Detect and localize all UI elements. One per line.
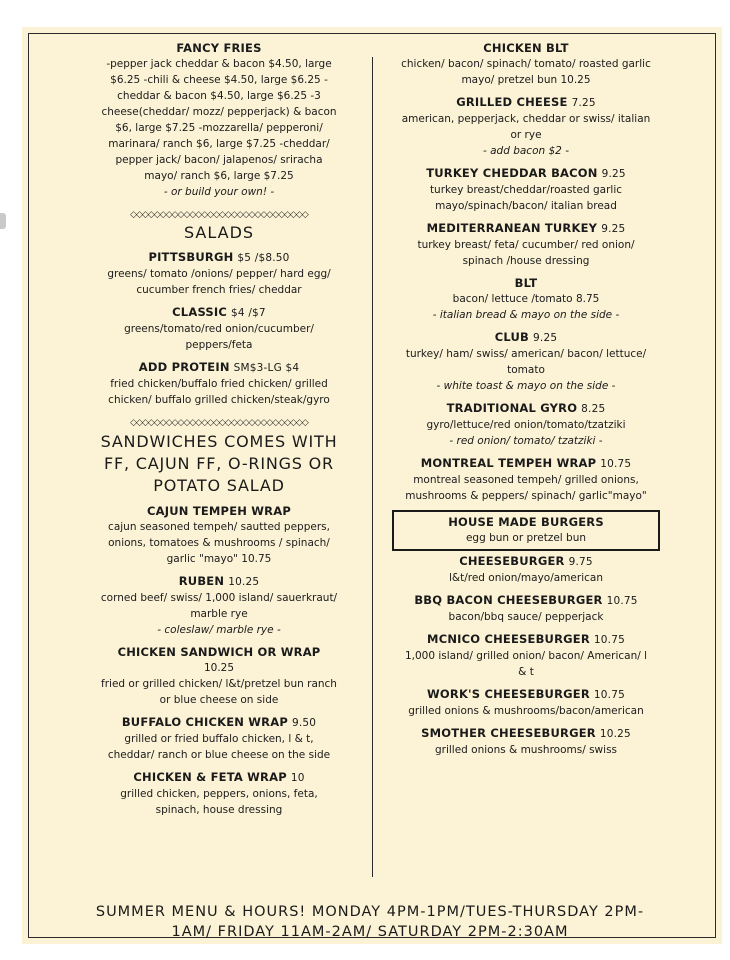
add-protein-name: ADD PROTEIN [138, 360, 230, 374]
menu-item-name [400, 455, 652, 472]
buffalo-wrap-desc: grilled or fried buffalo chicken, l & t, cheddar/ ranch or blue cheese on the side [107, 733, 331, 761]
diamond-divider: ◇◇◇◇◇◇◇◇◇◇◇◇◇◇◇◇◇◇◇◇◇◇◇◇◇◇◇◇◇◇ [130, 418, 308, 428]
buffalo-wrap-name: BUFFALO CHICKEN WRAP [121, 715, 288, 729]
column-divider [372, 57, 373, 877]
feta-wrap-name: CHICKEN & FETA WRAP [133, 770, 287, 784]
menu-item-name [400, 94, 652, 111]
fancy-fries-title: FANCY FRIES [176, 41, 262, 55]
diamond-divider: ◇◇◇◇◇◇◇◇◇◇◇◇◇◇◇◇◇◇◇◇◇◇◇◇◇◇◇◇◇◇ [130, 210, 308, 220]
ruben-desc: corned beef/ swiss/ 1,000 island/ sauerkraut/ marble rye [100, 592, 338, 620]
pittsburgh-price: $5 /$8.50 [237, 252, 290, 264]
smother-price: 10.25 [599, 728, 631, 740]
mediterranean-price: 9.25 [601, 223, 626, 235]
burgers-title: HOUSE MADE BURGERS [448, 515, 604, 529]
bbq-bacon-name: BBQ BACON CHEESEBURGER [414, 593, 603, 607]
hours-footer: SUMMER MENU & HOURS! MONDAY 4PM-1PM/TUES-THURSDAY 2PM-1AM/ FRIDAY 11AM-2AM/ SATURDAY 2PM-2:30AM [95, 904, 645, 940]
salads-title: SALADS [183, 223, 255, 242]
gyro-name: TRADITIONAL GYRO [446, 401, 578, 415]
gyro-note: - red onion/ tomato/ tzatziki - [449, 435, 603, 447]
classic-name: CLASSIC [172, 305, 228, 319]
menu-item-name [400, 220, 652, 237]
mediterranean-desc: turkey breast/ feta/ cucumber/ red onion/ spinach /house dressing [417, 239, 635, 267]
classic-desc: greens/tomato/red onion/cucumber/ peppers/feta [124, 323, 314, 351]
mcnico-desc: 1,000 island/ grilled onion/ bacon/ American/ l & t [404, 650, 648, 678]
menu-item-name [400, 725, 652, 742]
bbq-bacon-desc: bacon/bbq sauce/ pepperjack [448, 611, 604, 623]
menu-item-name [400, 592, 652, 609]
cheeseburger-name: CHEESEBURGER [459, 554, 565, 568]
blt-note: - italian bread & mayo on the side - [432, 309, 620, 321]
add-protein-desc: fried chicken/buffalo fried chicken/ grilled chicken/ buffalo grilled chicken/steak/gyro [108, 378, 330, 406]
turkey-cheddar-name: TURKEY CHEDDAR BACON [426, 166, 598, 180]
sandwiches-title: SANDWICHES COMES WITH FF, CAJUN FF, O-RINGS OR POTATO SALAD [100, 432, 338, 495]
side-tab [0, 213, 6, 229]
cheeseburger-desc: l&t/red onion/mayo/american [449, 572, 603, 584]
chicken-sandwich-price: 10.25 [203, 662, 235, 674]
fancy-fries-desc: -pepper jack cheddar & bacon $4.50, large $6.25 -chili & cheese $4.50, large $6.25 -cheddar & bacon $4.50, large $6.25 -3 cheese(cheddar/ mozz/ pepperjack) & bacon $6, large $7.25 -mozzarella/ pepperoni/ marinara/ ranch $6, large $7.25 -cheddar/ pepper jack/ bacon/ jalapenos/ sriracha mayo/ ranch $6, large $7.25 [101, 58, 337, 182]
ruben-note: - coleslaw/ marble rye - [157, 624, 281, 636]
cajun-wrap-name: CAJUN TEMPEH WRAP [147, 504, 291, 518]
menu-item-name [100, 249, 338, 266]
bbq-bacon-price: 10.75 [606, 595, 638, 607]
menu-item-name [400, 631, 652, 648]
club-note: - white toast & mayo on the side - [436, 380, 616, 392]
menu-item-name [400, 400, 652, 417]
blt-name: BLT [514, 276, 538, 290]
menu-item-name [400, 165, 652, 182]
smother-desc: grilled onions & mushrooms/ swiss [434, 744, 618, 756]
fancy-fries-note: - or build your own! - [163, 186, 275, 198]
gyro-price: 8.25 [581, 403, 606, 415]
classic-price: $4 /$7 [231, 307, 266, 319]
pittsburgh-name: PITTSBURGH [148, 250, 234, 264]
menu-item-name [100, 573, 338, 590]
feta-wrap-price: 10 [290, 772, 305, 784]
cheeseburger-price: 9.75 [568, 556, 593, 568]
works-price: 10.75 [593, 689, 625, 701]
chicken-blt-name: CHICKEN BLT [483, 41, 569, 55]
works-desc: grilled onions & mushrooms/bacon/american [408, 705, 644, 717]
menu-item-name [100, 359, 338, 376]
mcnico-name: MCNICO CHEESEBURGER [427, 632, 590, 646]
montreal-name: MONTREAL TEMPEH WRAP [420, 456, 597, 470]
mediterranean-name: MEDITERRANEAN TURKEY [426, 221, 598, 235]
chicken-blt-desc: chicken/ bacon/ spinach/ tomato/ roasted garlic mayo/ pretzel bun 10.25 [401, 58, 651, 86]
grilled-cheese-desc: american, pepperjack, cheddar or swiss/ italian or rye [401, 113, 651, 141]
chicken-sandwich-desc: fried or grilled chicken/ l&t/pretzel bun ranch or blue cheese on side [101, 678, 337, 706]
ruben-price: 10.25 [228, 576, 260, 588]
menu-item-name [100, 769, 338, 786]
blt-desc: bacon/ lettuce /tomato 8.75 [452, 293, 600, 305]
montreal-price: 10.75 [600, 458, 632, 470]
menu-item-name [100, 714, 338, 731]
club-desc: turkey/ ham/ swiss/ american/ bacon/ lettuce/ tomato [405, 348, 647, 376]
menu-item-name [400, 553, 652, 570]
pittsburgh-desc: greens/ tomato /onions/ pepper/ hard egg/ cucumber french fries/ cheddar [107, 268, 331, 296]
menu-item-name [100, 304, 338, 321]
burgers-box [392, 510, 660, 551]
club-price: 9.25 [533, 332, 558, 344]
menu-item-name [400, 329, 652, 346]
buffalo-wrap-price: 9.50 [291, 717, 317, 729]
turkey-cheddar-desc: turkey breast/cheddar/roasted garlic mayo/spinach/bacon/ italian bread [429, 184, 623, 212]
grilled-cheese-note: - add bacon $2 - [482, 145, 569, 157]
smother-name: SMOTHER CHEESEBURGER [421, 726, 596, 740]
feta-wrap-desc: grilled chicken, peppers, onions, feta, spinach, house dressing [120, 788, 318, 816]
grilled-cheese-name: GRILLED CHEESE [456, 95, 568, 109]
menu-item-name [400, 686, 652, 703]
turkey-cheddar-price: 9.25 [601, 168, 626, 180]
works-name: WORK'S CHEESEBURGER [427, 687, 590, 701]
add-protein-price: SM$3-LG $4 [233, 362, 300, 374]
grilled-cheese-price: 7.25 [571, 97, 596, 109]
gyro-desc: gyro/lettuce/red onion/tomato/tzatziki [426, 419, 626, 431]
montreal-desc: montreal seasoned tempeh/ grilled onions, mushrooms & peppers/ spinach/ garlic"mayo" [405, 474, 647, 502]
chicken-sandwich-name: CHICKEN SANDWICH OR WRAP [117, 645, 321, 659]
right-column [400, 40, 652, 758]
mcnico-price: 10.75 [593, 634, 625, 646]
burgers-sub: egg bun or pretzel bun [465, 532, 587, 544]
cajun-wrap-desc: cajun seasoned tempeh/ sautted peppers, onions, tomatoes & mushrooms / spinach/ garlic "mayo" 10.75 [108, 521, 330, 565]
ruben-name: RUBEN [178, 574, 225, 588]
club-name: CLUB [494, 330, 530, 344]
left-column [100, 40, 338, 818]
